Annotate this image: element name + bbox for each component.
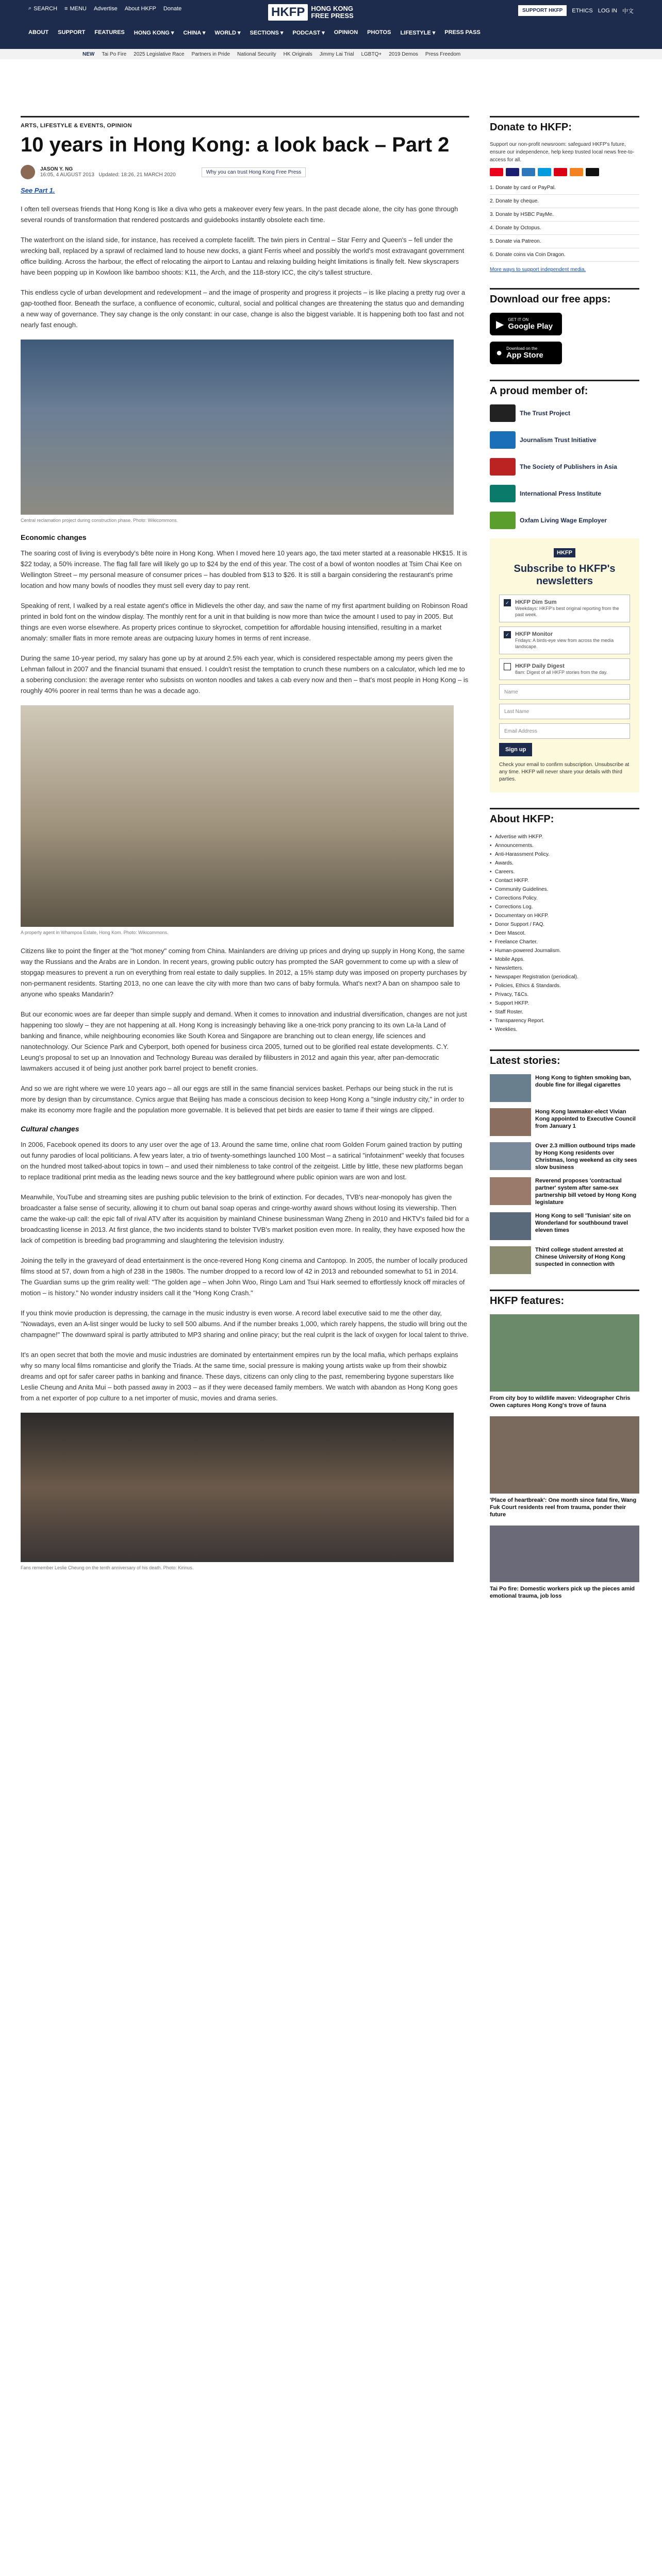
nav-item[interactable]: WORLD ▾ bbox=[214, 30, 241, 36]
feature-story[interactable]: 'Place of heartbreak': One month since fatal fire, Wang Fuk Court residents reel from trauma, ponder their future bbox=[490, 1416, 639, 1518]
latest-story[interactable]: Over 2.3 million outbound trips made by Hong Kong residents over Christmas, long weekend as city sees slow business bbox=[490, 1142, 639, 1171]
trust-project-logo bbox=[490, 404, 516, 422]
divider bbox=[490, 1049, 639, 1051]
divider bbox=[21, 116, 469, 117]
logo-mark: HKFP bbox=[268, 4, 308, 21]
about-links bbox=[490, 833, 639, 1034]
search-icon: ⌕ bbox=[28, 5, 32, 11]
about-link[interactable]: • Human-powered Journalism. bbox=[490, 946, 639, 955]
payment-icons bbox=[490, 168, 639, 176]
header-right-links bbox=[518, 5, 634, 16]
donate-option[interactable]: 1. Donate by card or PayPal. bbox=[490, 181, 639, 195]
paypal-icon bbox=[538, 168, 551, 176]
google-play-badge[interactable]: ▶ GET IT ON Google Play bbox=[490, 313, 562, 335]
story-thumbnail bbox=[490, 1177, 531, 1205]
story-thumbnail bbox=[490, 1212, 531, 1240]
newsletter-option[interactable]: HKFP Daily Digest 8am: Digest of all HKFP stories from the day. bbox=[499, 658, 630, 680]
nav-item[interactable]: LIFESTYLE ▾ bbox=[400, 30, 436, 36]
see-part-1-link[interactable]: See Part 1. bbox=[21, 187, 55, 194]
photo-caption: Fans remember Leslie Cheung on the tenth anniversary of his death. Photo: Kirinus. bbox=[21, 1565, 194, 1570]
ticker-item[interactable]: 2019 Demos bbox=[389, 51, 418, 57]
divider bbox=[490, 116, 639, 117]
about-link[interactable]: • Corrections Policy. bbox=[490, 894, 639, 903]
about-link[interactable]: • Advertise with HKFP. bbox=[490, 833, 639, 841]
name-input[interactable]: Name bbox=[499, 684, 630, 700]
divider bbox=[490, 380, 639, 381]
ticker-item[interactable]: Jimmy Lai Trial bbox=[319, 51, 354, 57]
logo-wordmark: HONG KONG FREE PRESS bbox=[311, 5, 354, 20]
paragraph: It's an open secret that both the movie and music industries are dominated by entertainment empires run by the local mafia, which perhaps explains why so many local films romanticise and glorify the Triads. At the same time, social pressure is making young artists wake up from their showbiz dreams and opt for safer career paths in banking and finance. These days, citizens can only cling to the past, remembering bygone superstars like Leslie Cheung and Anita Mui – both passed away in 2003 – as if they were deceased family members. We watch with abandon as Hong Kong goes from a net exporter of pop culture to a net importer of music, movies and drama series. bbox=[21, 1351, 458, 1402]
nav-item[interactable]: ABOUT bbox=[28, 29, 49, 36]
newsletter-option[interactable]: ✓ HKFP Dim Sum Weekdays: HKFP's best original reporting from the past week. bbox=[499, 595, 630, 622]
paragraph: In 2006, Facebook opened its doors to any user over the age of 13. Around the same time, online chat room Golden Forum gained traction by putting out funny parodies of local politicians. A few years later, a trio of twenty-somethings launched 100 Most – a satirical "infotainment" weekly that focuses on the hundred most talked-about topics in town – and used their nimbleness to take control of the zeitgeist. Little by little, these new platforms began to replace traditional print media as the leading news source and the key battleground where public opinion wars are won and lost. bbox=[21, 1141, 465, 1181]
mastercard-icon bbox=[490, 168, 503, 176]
checkbox[interactable] bbox=[504, 663, 511, 670]
patreon-icon bbox=[586, 168, 599, 176]
member-oxfam[interactable]: Oxfam Living Wage Employer bbox=[490, 512, 639, 529]
article-category[interactable]: ARTS, LIFESTYLE & EVENTS, OPINION bbox=[21, 123, 132, 129]
payme-icon bbox=[554, 168, 567, 176]
menu-button[interactable]: ≡ MENU bbox=[64, 5, 87, 12]
article-title: 10 years in Hong Kong: a look back – Part 2 bbox=[21, 133, 450, 156]
divider bbox=[490, 1290, 639, 1291]
paragraph: If you think movie production is depressing, the carnage in the music industry is even worse. A record label executive said to me the other day, "Nowadays, even an A-list singer would be lucky to sell 500 albums. And if the number breaks 1,000, which rarely happens, the studio will bring out the champagne!" The downward spiral is partly attributed to MP3 sharing and online piracy; but the real culprit is the lack of oxygen for local talent to thrive. bbox=[21, 1309, 469, 1338]
about-link[interactable]: • Transparency Report. bbox=[490, 1016, 639, 1025]
newsletter-title: Subscribe to HKFP's newsletters bbox=[514, 563, 616, 587]
about-link[interactable]: • Corrections Log. bbox=[490, 903, 639, 911]
nav-item[interactable]: PRESS PASS bbox=[444, 29, 481, 36]
ipi-logo bbox=[490, 485, 516, 502]
paragraph: Citizens like to point the finger at the "hot money" coming from China. Mainlanders are driving up prices and drying up supply in Hong Kong, the same way the Russians and the Arabs are in London. In recent years, growing public outcry has prompted the SAR government to come up with a slew of stopgap measures to prevent a run on everything from real estate to daily supplies. In 2012, a 15% stamp duty was imposed on property purchases by non-permanent residents. Starting 2013, no one can leave the city with more than two cans of baby formula. What's next? A ban on shampoo sale to anyone who speaks Mandarin? bbox=[21, 947, 467, 998]
about-link[interactable]: • Newsletters. bbox=[490, 964, 639, 973]
checkbox-checked[interactable]: ✓ bbox=[504, 631, 511, 638]
trust-link[interactable]: Why you can trust Hong Kong Free Press bbox=[202, 167, 306, 177]
donate-link[interactable]: Donate bbox=[163, 5, 182, 12]
about-link[interactable]: • Careers. bbox=[490, 868, 639, 876]
more-ways-link[interactable]: More ways to support independent media. bbox=[490, 267, 586, 273]
paragraph: This endless cycle of urban development and redevelopment – and the image of prosperity and progress it projects – is like placing a pretty rug over a gap-toothed floor. Beneath the surface, a confluence of economic, cultural, social and political changes are threatening the status quo and demanding a new way of governance. They say change is the only constant: in our case, change is also the biggest variable. It is happening both too fast and not nearly fast enough. bbox=[21, 289, 466, 329]
member-jti[interactable]: Journalism Trust Initiative bbox=[490, 431, 639, 449]
story-thumbnail bbox=[490, 1108, 531, 1136]
jti-logo bbox=[490, 431, 516, 449]
about-title: About HKFP: bbox=[490, 814, 554, 825]
main-nav bbox=[28, 29, 634, 36]
paragraph: I often tell overseas friends that Hong Kong is like a diva who gets a makeover every few years. In the past decade alone, the city has gone through several rounds of transformation that rendered postcards and guidebooks instantly obsolete each time. bbox=[21, 205, 458, 224]
newsletter-signup bbox=[490, 538, 639, 792]
menu-icon: ≡ bbox=[64, 5, 68, 12]
latest-story[interactable]: Third college student arrested at Chinese University of Hong Kong suspected in connection with bbox=[490, 1246, 639, 1274]
topic-ticker bbox=[0, 49, 662, 59]
publish-date: 16:05, 4 AUGUST 2013 bbox=[40, 172, 94, 178]
paragraph: And so we are right where we were 10 years ago – all our eggs are still in the same financial services basket. Perhaps our being stuck in the rut is more by design than by circumstance. Cynics argue that Beijing has made a conscious decision to keep Hong Kong a "single industry city," in order to make its economy more fragile and the population more governable. It is believed that pet birds are easier to tame if their wings are clipped. bbox=[21, 1084, 465, 1114]
latest-story[interactable]: Hong Kong lawmaker-elect Vivian Kong appointed to Executive Council from January 1 bbox=[490, 1108, 639, 1136]
features-title: HKFP features: bbox=[490, 1295, 565, 1307]
feature-story[interactable]: From city boy to wildlife maven: Videographer Chris Owen captures Hong Kong's trove of fauna bbox=[490, 1314, 639, 1409]
donate-box bbox=[490, 141, 639, 273]
about-link[interactable]: About HKFP bbox=[124, 5, 156, 12]
ticker-item[interactable]: LGBTQ+ bbox=[361, 51, 382, 57]
byline bbox=[21, 165, 469, 179]
nav-item[interactable]: HONG KONG ▾ bbox=[134, 30, 174, 36]
about-link[interactable]: • Freelance Charter. bbox=[490, 938, 639, 946]
donate-text: Support our non-profit newsroom: safeguard HKFP's future, ensure our independence, help keep trusted local news free-to-access for all. bbox=[490, 142, 635, 163]
about-link[interactable]: • Deer Mascot. bbox=[490, 929, 639, 938]
login-link[interactable]: LOG IN bbox=[598, 7, 617, 14]
donate-option[interactable]: 6. Donate coins via Coin Dragon. bbox=[490, 248, 639, 262]
about-link[interactable]: • Mobile Apps. bbox=[490, 955, 639, 964]
paragraph: The soaring cost of living is everybody's bête noire in Hong Kong. When I moved here 10 years ago, the taxi meter started at a reasonable HK$15. It is $22 today, a 50% increase. The flag fall fare will likely go up to $24 by the end of this year. The cost of a bowl of wonton noodles at Tsim Chai Kee on Wellington Street – my personal measure of consumer prices – has doubled from $13 to $26. It is still a bargain considering the restaurant's prime location and how many bowls of noodles they must sell every day to pay rent. bbox=[21, 549, 468, 589]
apps-title: Download our free apps: bbox=[490, 294, 611, 305]
about-link[interactable]: • Awards. bbox=[490, 859, 639, 868]
email-input[interactable]: Email Address bbox=[499, 723, 630, 739]
play-icon: ▶ bbox=[496, 318, 504, 330]
paragraph: The waterfront on the island side, for instance, has received a complete facelift. The twin piers in Central – Star Ferry and Queen's – fell under the wrecking ball, replaced by a sprawl of reclaimed land to house new docks, a giant Ferris wheel and possibly the world's most extravagant government office building. Across the harbour, the effect of relocating the airport to Lantau and relaxing building height limitations is finally felt. New skyscrapers have been popping up in Kowloon like bamboo shoots: K11, the Arch, and the 118-story ICC, the city's tallest structure. bbox=[21, 236, 465, 276]
app-store-badge[interactable]: ● Download on the App Store bbox=[490, 342, 562, 364]
article bbox=[21, 116, 469, 1581]
feature-image bbox=[490, 1526, 639, 1582]
updated-date: Updated: 18:26, 21 MARCH 2020 bbox=[98, 172, 176, 178]
sopa-logo bbox=[490, 458, 516, 476]
story-thumbnail bbox=[490, 1142, 531, 1170]
divider bbox=[490, 808, 639, 809]
ticker-item[interactable]: Press Freedom bbox=[425, 51, 461, 57]
feature-image bbox=[490, 1416, 639, 1494]
ticker-item[interactable]: Tai Po Fire bbox=[102, 51, 127, 57]
feature-image bbox=[490, 1314, 639, 1392]
sidebar bbox=[490, 116, 639, 1607]
latest-story[interactable]: Reverend proposes 'contractual partner' system after same-sex partnership bill vetoed by Hong Kong legislature bbox=[490, 1177, 639, 1206]
amex-icon bbox=[522, 168, 535, 176]
nav-item[interactable]: CHINA ▾ bbox=[183, 30, 206, 36]
ticker-item[interactable]: 2025 Legislative Race bbox=[134, 51, 185, 57]
paragraph: Joining the telly in the graveyard of dead entertainment is the once-revered Hong Kong cinema and Cantopop. In 2005, the number of locally produced films stood at 57, down from a high of 238 in the 1980s. The number dropped to a record low of 42 in 2013 and rebounded somewhat to 51 in 2014. The Guardian sums up the grim reality well: "The golden age – when John Woo, Ringo Lam and Tsui Hark seemed to effortlessly knock off miracles of motion – is history." No wonder industry insiders call it the "Hong Kong Crash." bbox=[21, 1257, 468, 1297]
about-link[interactable]: • Documentary on HKFP. bbox=[490, 911, 639, 920]
about-link[interactable]: • Donor Support / FAQ. bbox=[490, 920, 639, 929]
nav-item[interactable]: OPINION bbox=[334, 29, 358, 36]
about-link[interactable]: • Newspaper Registration (periodical). bbox=[490, 973, 639, 981]
author-avatar bbox=[21, 165, 35, 179]
search-button[interactable]: ⌕ SEARCH bbox=[28, 5, 58, 12]
donate-option[interactable]: 2. Donate by cheque. bbox=[490, 195, 639, 208]
ticker-item[interactable]: HK Originals bbox=[283, 51, 312, 57]
nav-item[interactable]: PODCAST ▾ bbox=[292, 30, 325, 36]
ethics-link[interactable]: ETHICS bbox=[572, 7, 593, 14]
about-link[interactable]: • Policies, Ethics & Standards. bbox=[490, 981, 639, 990]
about-link[interactable]: • Support HKFP. bbox=[490, 999, 639, 1008]
site-logo[interactable] bbox=[268, 4, 354, 21]
photo-caption: Central reclamation project during construction phase. Photo: Wikicommons. bbox=[21, 518, 178, 523]
nav-item[interactable]: SECTIONS ▾ bbox=[250, 30, 284, 36]
member-ipi[interactable]: International Press Institute bbox=[490, 485, 639, 502]
section-heading: Economic changes bbox=[21, 533, 87, 541]
donate-options bbox=[490, 181, 639, 262]
ticker-item[interactable]: National Security bbox=[237, 51, 276, 57]
header-left-links bbox=[28, 5, 181, 12]
feature-story[interactable]: Tai Po fire: Domestic workers pick up the pieces amid emotional trauma, job loss bbox=[490, 1526, 639, 1600]
advertise-link[interactable]: Advertise bbox=[93, 5, 118, 12]
apple-icon: ● bbox=[496, 347, 503, 359]
about-link[interactable]: • Privacy, T&Cs. bbox=[490, 990, 639, 999]
octopus-icon bbox=[570, 168, 583, 176]
paragraph: Meanwhile, YouTube and streaming sites are pushing public television to the brink of extinction. For decades, TVB's near-monopoly has given the broadcaster a false sense of security, allowing it to churn out banal soap operas and cringe-worthy award shows without losing its viewership. Then came the wake-up call: the epic fall of rival ATV after its acquisition by mainland Chinese businessman Wang Zheng in 2010 and HKTV's failed bid for a broadcasting license in 2013. At first glance, the two incidents stand to bolster TVB's market position even more. In reality, they have exposed how the lack of competition is breeding bad programming and slaughtering the television industry. bbox=[21, 1193, 469, 1244]
visa-icon bbox=[506, 168, 519, 176]
newsletter-option[interactable]: ✓ HKFP Monitor Fridays: A birds-eye view from across the media landscape. bbox=[499, 626, 630, 654]
about-link[interactable]: • Staff Roster. bbox=[490, 1008, 639, 1016]
donate-title: Donate to HKFP: bbox=[490, 122, 572, 133]
section-heading: Cultural changes bbox=[21, 1125, 79, 1133]
paragraph: During the same 10-year period, my salary has gone up by at around 2.5% each year, which is considered respectable among my peers given the Lehman fallout in 2007 and the financial tsunami that ensued. I couldn't resist the temptation to crunch these numbers on a calculator, which led me to a sobering conclusion: the average renter who subsists on wonton noodles and takes a cab every now and then – that's most people in Hong Kong – is roughly 40% poorer in real terms than he was a decade ago. bbox=[21, 654, 469, 694]
divider bbox=[490, 288, 639, 290]
oxfam-logo bbox=[490, 512, 516, 529]
photo-caption: A property agent in Whampoa Estate, Hong Kom. Photo: Wikicommons. bbox=[21, 930, 169, 935]
donate-option[interactable]: 5. Donate via Patreon. bbox=[490, 235, 639, 248]
paragraph: Speaking of rent, I walked by a real estate agent's office in Midlevels the other day, and saw the name of my first apartment building on Robinson Road printed in bold font on the window display. The monthly rent for a unit in that building is now more than twice the amount I used to pay in 2005. But things are even worse elsewhere. As property prices continue to skyrocket, competition for affordable housing intensified, resulting in a market anomaly: smaller flats in more remote areas are outpacing luxury homes in terms of rent increase. bbox=[21, 602, 468, 642]
support-hkfp-button[interactable]: SUPPORT HKFP bbox=[518, 5, 567, 16]
newsletter-logo: HKFP bbox=[554, 548, 575, 557]
article-photo bbox=[21, 705, 454, 927]
chinese-language-link[interactable]: 中文 bbox=[622, 8, 634, 14]
story-thumbnail bbox=[490, 1074, 531, 1102]
nav-item[interactable]: FEATURES bbox=[94, 29, 125, 36]
checkbox-checked[interactable]: ✓ bbox=[504, 599, 511, 606]
latest-story[interactable]: Hong Kong to sell 'Tunisian' site on Wonderland for southbound travel eleven times bbox=[490, 1212, 639, 1240]
site-header bbox=[0, 0, 662, 49]
donate-option[interactable]: 4. Donate by Octopus. bbox=[490, 222, 639, 235]
paragraph: But our economic woes are far deeper than simple supply and demand. When it comes to innovation and industrial diversification, changes are not just happening too slowly – they are not happening at all. Hong Kong is increasingly behaving like a one-trick pony prancing to its own La-la Land of banking and finance, while neighbouring economies like South Korea and Singapore are branching out to clean energy, life sciences and nanotechnology. Our Science Park and Cyberport, both opened for business circa 2005, turned out to be glorified real estate developments. C.Y. Leung's proposal to set up an Innovation and Technology Bureau was derailed by filibusters in 2012 and again this year, after pan-democratic lawmakers accused it of being just another pork barrel project to benefit cronies. bbox=[21, 1010, 467, 1072]
about-link[interactable]: • Contact HKFP. bbox=[490, 876, 639, 885]
nav-item[interactable]: SUPPORT bbox=[58, 29, 86, 36]
latest-title: Latest stories: bbox=[490, 1055, 560, 1066]
ticker-label: NEW bbox=[82, 51, 95, 57]
article-photo bbox=[21, 1413, 454, 1562]
donate-option[interactable]: 3. Donate by HSBC PayMe. bbox=[490, 208, 639, 222]
about-link[interactable]: • Community Guidelines. bbox=[490, 885, 639, 894]
about-link[interactable]: • Weeklies. bbox=[490, 1025, 639, 1034]
author-name[interactable]: JASON Y. NG bbox=[40, 166, 73, 172]
article-photo bbox=[21, 340, 454, 515]
newsletter-note: Check your email to confirm subscription. Unsubscribe at any time. HKFP will never share your details with third parties. bbox=[499, 762, 630, 782]
member-trust-project[interactable]: The Trust Project bbox=[490, 404, 639, 422]
latest-story[interactable]: Hong Kong to tighten smoking ban, double fine for illegal cigarettes bbox=[490, 1074, 639, 1102]
about-link[interactable]: • Anti-Harassment Policy. bbox=[490, 850, 639, 859]
last-name-input[interactable]: Last Name bbox=[499, 704, 630, 719]
ticker-item[interactable]: Partners in Pride bbox=[191, 51, 230, 57]
member-sopa[interactable]: The Society of Publishers in Asia bbox=[490, 458, 639, 476]
member-title: A proud member of: bbox=[490, 385, 588, 397]
signup-button[interactable]: Sign up bbox=[499, 743, 532, 756]
nav-item[interactable]: PHOTOS bbox=[367, 29, 391, 36]
story-thumbnail bbox=[490, 1246, 531, 1274]
about-link[interactable]: • Announcements. bbox=[490, 841, 639, 850]
